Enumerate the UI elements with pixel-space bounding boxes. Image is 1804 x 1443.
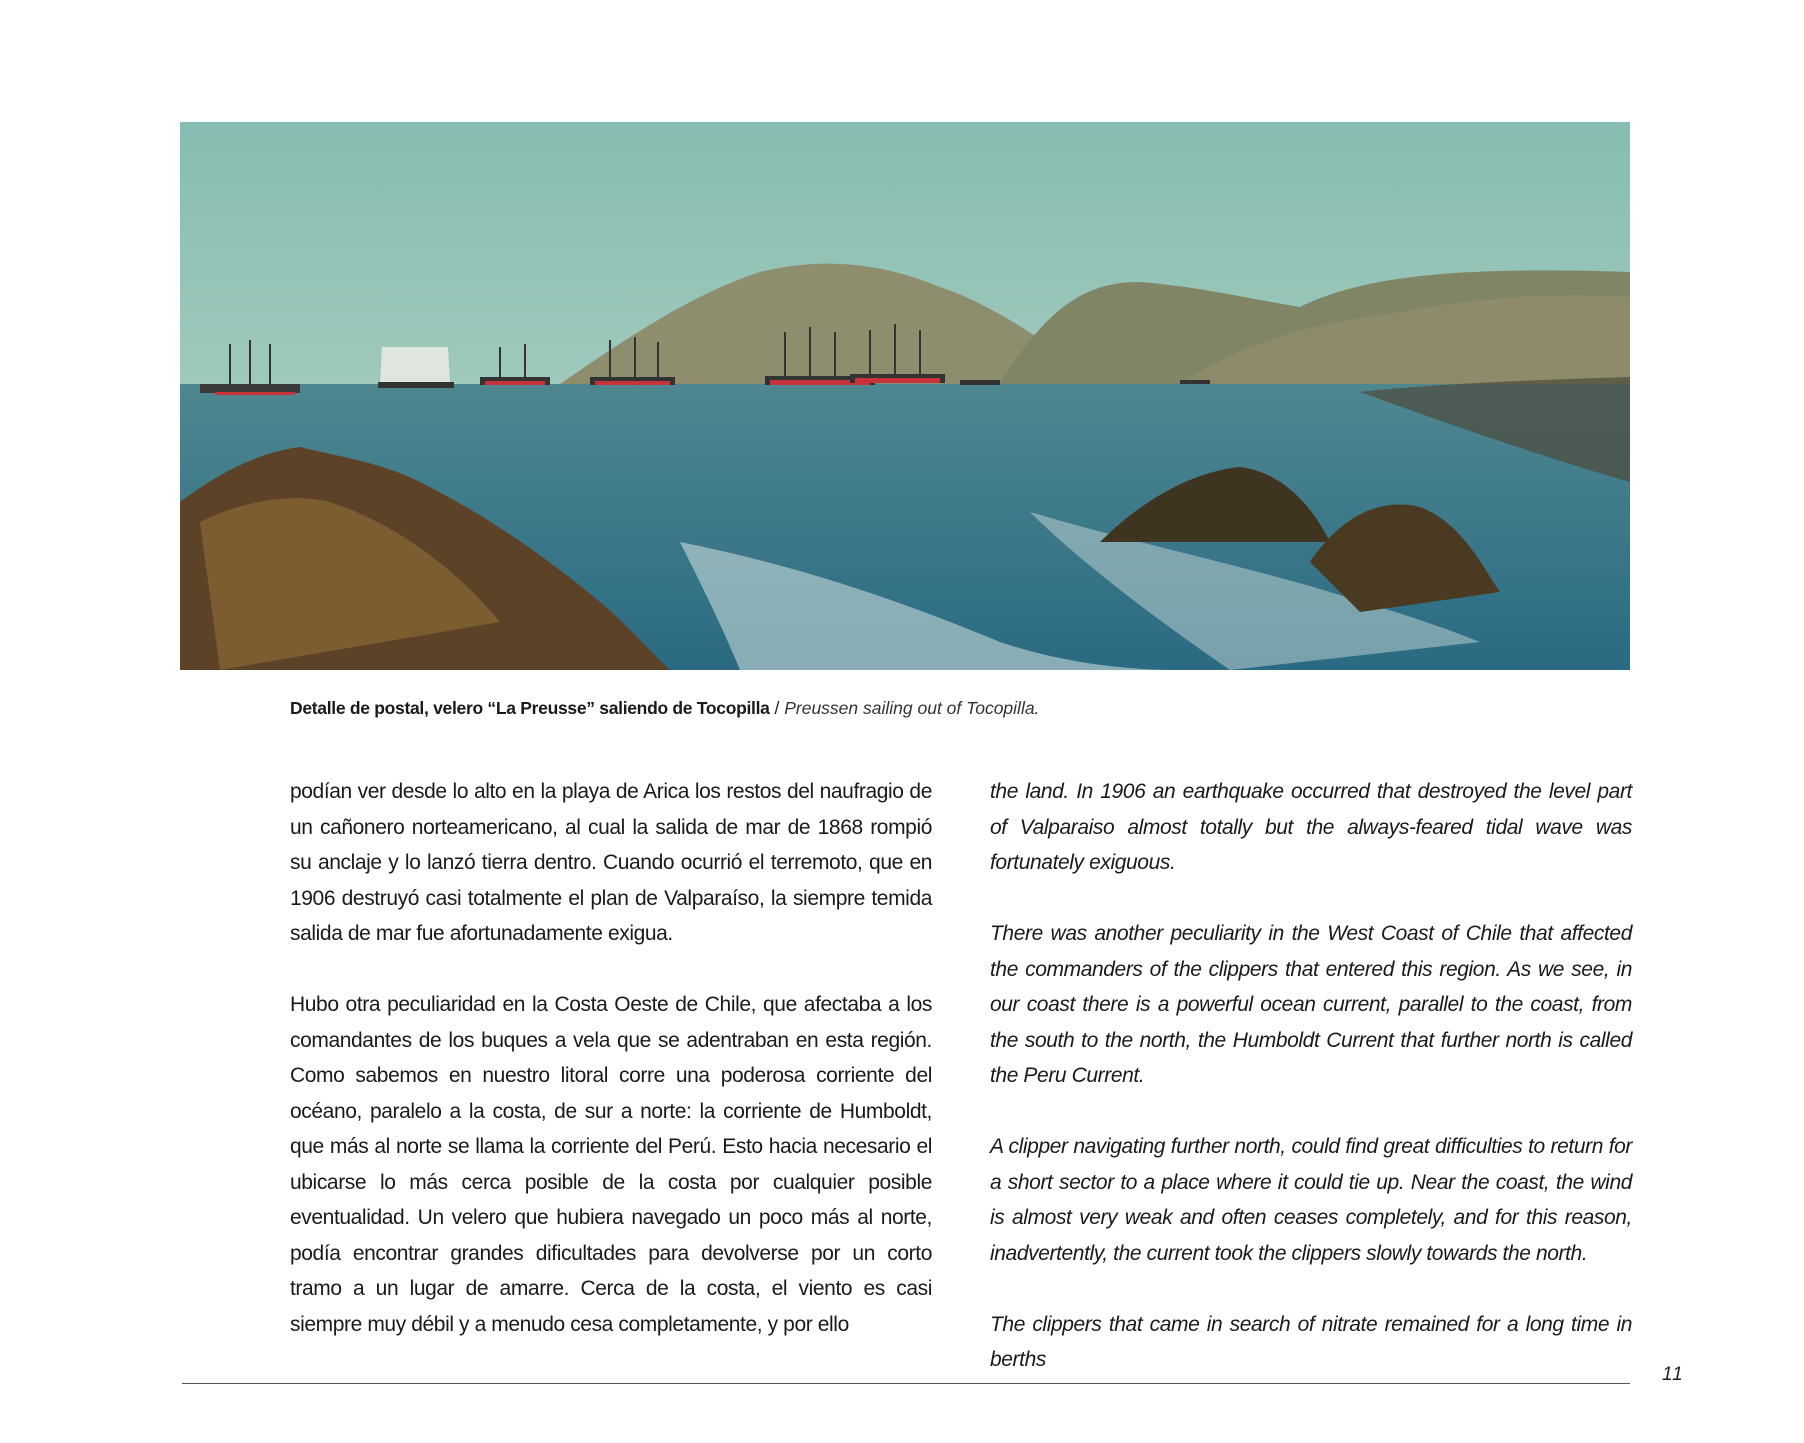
spanish-paragraph: podían ver desde lo alto en la playa de Arica los restos del naufragio de un cañonero norteamericano, al cual la salida de mar de 1868 rompió su anclaje y lo lanzó tierra dentro. Cuando ocurrió el terremoto, que en 1906 destruyó casi totalmente el plan de Valparaíso, la siempre temida salida de mar fue afortunadamente exigua. <box>290 780 932 945</box>
photo-caption <box>290 696 1590 720</box>
english-paragraph: A clipper navigating further north, could find great difficulties to return for a short sector to a place where it could tie up. Near the coast, the wind is almost very weak and often ceases completely, and for this reason, inadvertently, the current took the clippers slowly towards the north. <box>990 1135 1632 1265</box>
english-text-column <box>990 774 1632 1378</box>
spanish-text-column <box>290 774 932 1342</box>
postcard-photo <box>180 122 1630 670</box>
english-paragraph: the land. In 1906 an earthquake occurred that destroyed the level part of Valparaiso almost totally but the always-feared tidal wave was fortunately exiguous. <box>990 780 1632 874</box>
page-number: 11 <box>1662 1364 1684 1385</box>
caption-english: Preussen sailing out of Tocopilla. <box>784 698 1040 718</box>
footer-rule <box>182 1383 1630 1384</box>
caption-spanish: Detalle de postal, velero “La Preusse” saliendo de Tocopilla <box>290 698 770 718</box>
caption-separator: / <box>769 698 785 718</box>
english-paragraph: There was another peculiarity in the West Coast of Chile that affected the commanders of the clippers that entered this region. As we see, in our coast there is a powerful ocean current, parallel to the coast, from the south to the north, the Humboldt Current that further north is called the Peru Current. <box>990 922 1632 1087</box>
english-paragraph: The clippers that came in search of nitrate remained for a long time in berths <box>990 1312 1632 1371</box>
postcard-illustration <box>180 122 1630 670</box>
spanish-paragraph: Hubo otra peculiaridad en la Costa Oeste de Chile, que afectaba a los comandantes de los buques a vela que se adentraban en esta región. Como sabemos en nuestro litoral corre una poderosa corriente del océano, paralelo a la costa, de sur a norte: la corriente de Humboldt, que más al norte se llama la corriente del Perú. Esto hacia necesario el ubicarse lo más cerca posible de la costa por cualquier posible eventualidad. Un velero que hubiera navegado un poco más al norte, podía encontrar grandes dificultades para devolverse por un corto tramo a un lugar de amarre. Cerca de la costa, el viento es casi siempre muy débil y a menudo cesa completamente, y por ello <box>290 993 932 1336</box>
